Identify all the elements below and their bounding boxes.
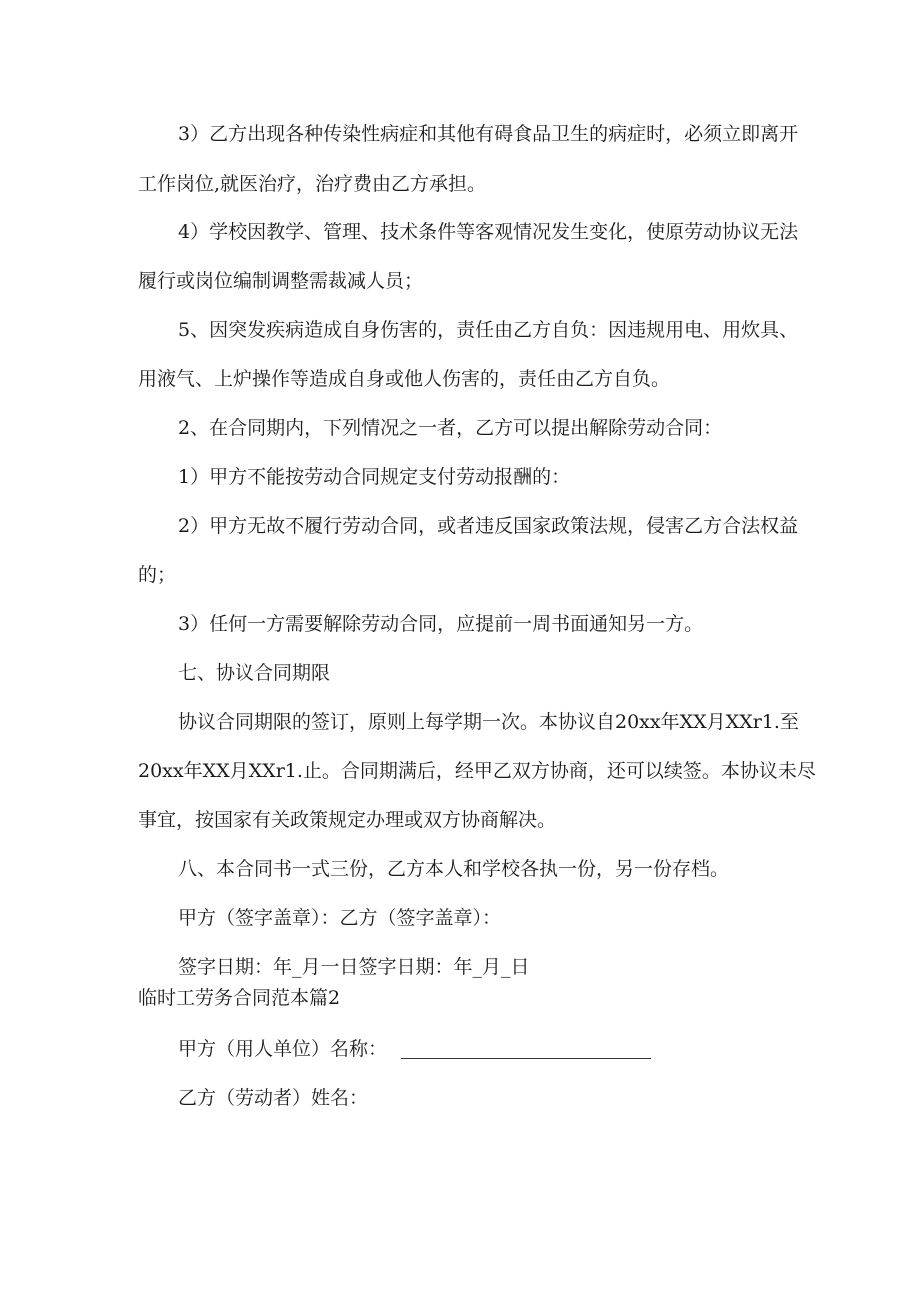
signature-line: 甲方（签字盖章）：乙方（签字盖章）： bbox=[178, 907, 502, 929]
employer-name-blank bbox=[401, 1040, 651, 1059]
employer-name-field bbox=[178, 1036, 651, 1062]
paragraph-line: 事宜，按国家有关政策规定办理或双方协商解决。 bbox=[138, 809, 557, 831]
paragraph-line: 工作岗位,就医治疗，治疗费由乙方承担。 bbox=[138, 173, 487, 195]
paragraph-line: 20xx年XX月XXr1.止。合同期满后，经甲乙双方协商，还可以续签。本协议未尽 bbox=[138, 760, 816, 782]
paragraph-line: 履行或岗位编制调整需裁减人员； bbox=[138, 270, 424, 292]
paragraph-line: 协议合同期限的签订，原则上每学期一次。本协议自20xx年XX月XXr1.至 bbox=[178, 711, 799, 733]
document-title: 临时工劳务合同范本篇2 bbox=[138, 987, 341, 1009]
worker-name-label: 乙方（劳动者）姓名： bbox=[178, 1087, 369, 1109]
paragraph-line: 的； bbox=[138, 564, 177, 586]
paragraph-line: 2）甲方无故不履行劳动合同，或者违反国家政策法规，侵害乙方合法权益 bbox=[178, 515, 799, 537]
paragraph-line: 3）乙方出现各种传染性病症和其他有碍食品卫生的病症时，必须立即离开 bbox=[178, 123, 799, 145]
paragraph-line: 用液气、上炉操作等造成自身或他人伤害的，责任由乙方自负。 bbox=[138, 368, 671, 390]
paragraph-line: 八、本合同书一式三份，乙方本人和学校各执一份，另一份存档。 bbox=[178, 858, 730, 880]
paragraph-line: 3）任何一方需要解除劳动合同，应提前一周书面通知另一方。 bbox=[178, 613, 704, 635]
paragraph-line: 2、在合同期内，下列情况之一者，乙方可以提出解除劳动合同： bbox=[178, 417, 723, 439]
section-heading: 七、协议合同期限 bbox=[178, 662, 331, 684]
employer-name-label: 甲方（用人单位）名称： bbox=[178, 1038, 388, 1060]
paragraph-line: 5、因突发疾病造成自身伤害的，责任由乙方自负：因违规用电、用炊具、 bbox=[178, 319, 799, 341]
date-line: 签字日期：年_月一日签字日期：年_月_日 bbox=[178, 956, 530, 978]
paragraph-line: 1）甲方不能按劳动合同规定支付劳动报酬的： bbox=[178, 466, 571, 488]
paragraph-line: 4）学校因教学、管理、技术条件等客观情况发生变化，使原劳动协议无法 bbox=[178, 221, 799, 243]
